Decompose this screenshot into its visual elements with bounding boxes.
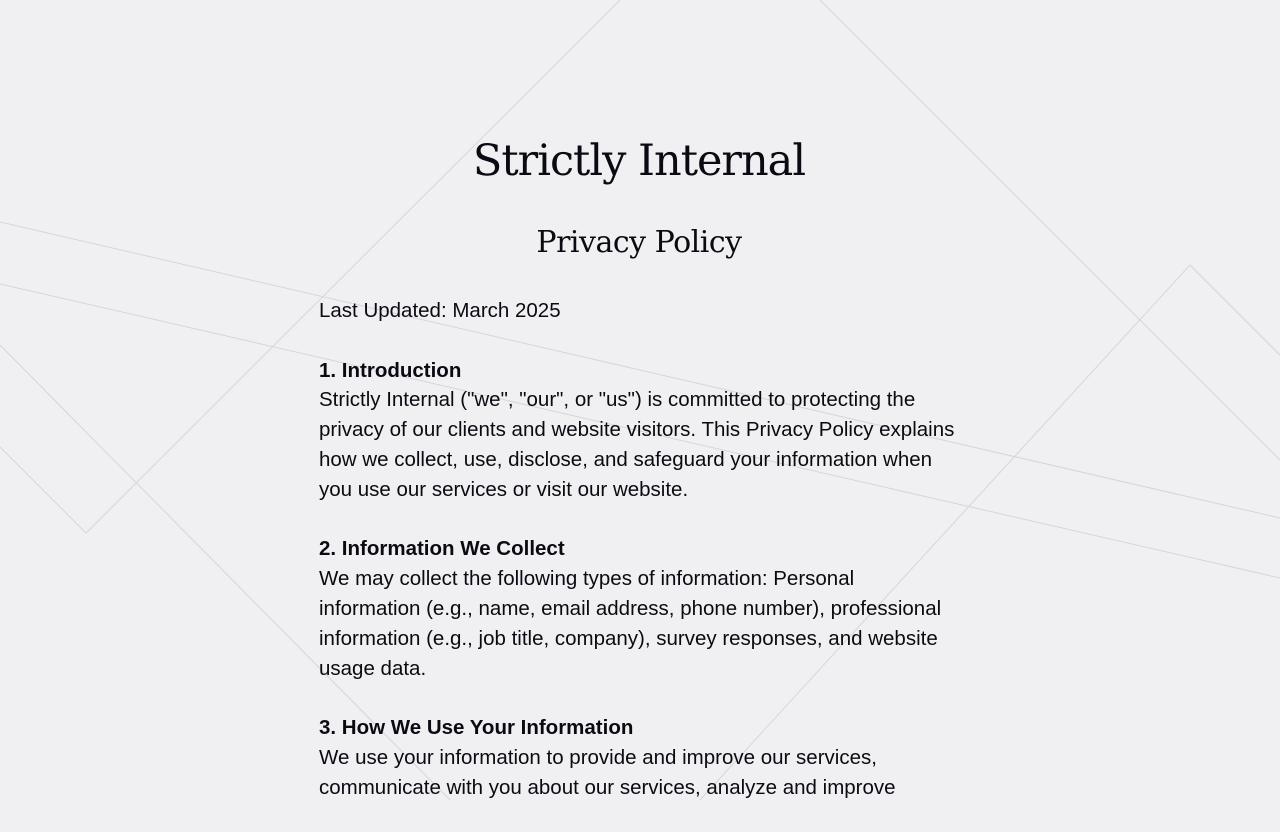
section-heading: 1. Introduction (319, 358, 462, 382)
section-text: We may collect the following types of information: Personal information (e.g., name, email address, phone number), professional information (e.g., job title, company), survey responses, and website usage data. (319, 567, 942, 680)
section-text: Strictly Internal ("we", "our", or "us") is committed to protecting the privacy of our clients and website visitors. This Privacy Policy explains how we collect, use, disclose, and safeguard your information when you use our services or visit our website. (319, 388, 955, 501)
section-heading: 2. Information We Collect (319, 537, 565, 561)
section-heading: 3. How We Use Your Information (319, 716, 634, 740)
company-title: Strictly Internal (472, 136, 806, 186)
last-updated: Last Updated: March 2025 (319, 299, 561, 322)
page-title: Privacy Policy (536, 225, 742, 260)
section-text: We use your information to provide and improve our services, communicate with you about our services, analyze and improve (319, 745, 896, 799)
